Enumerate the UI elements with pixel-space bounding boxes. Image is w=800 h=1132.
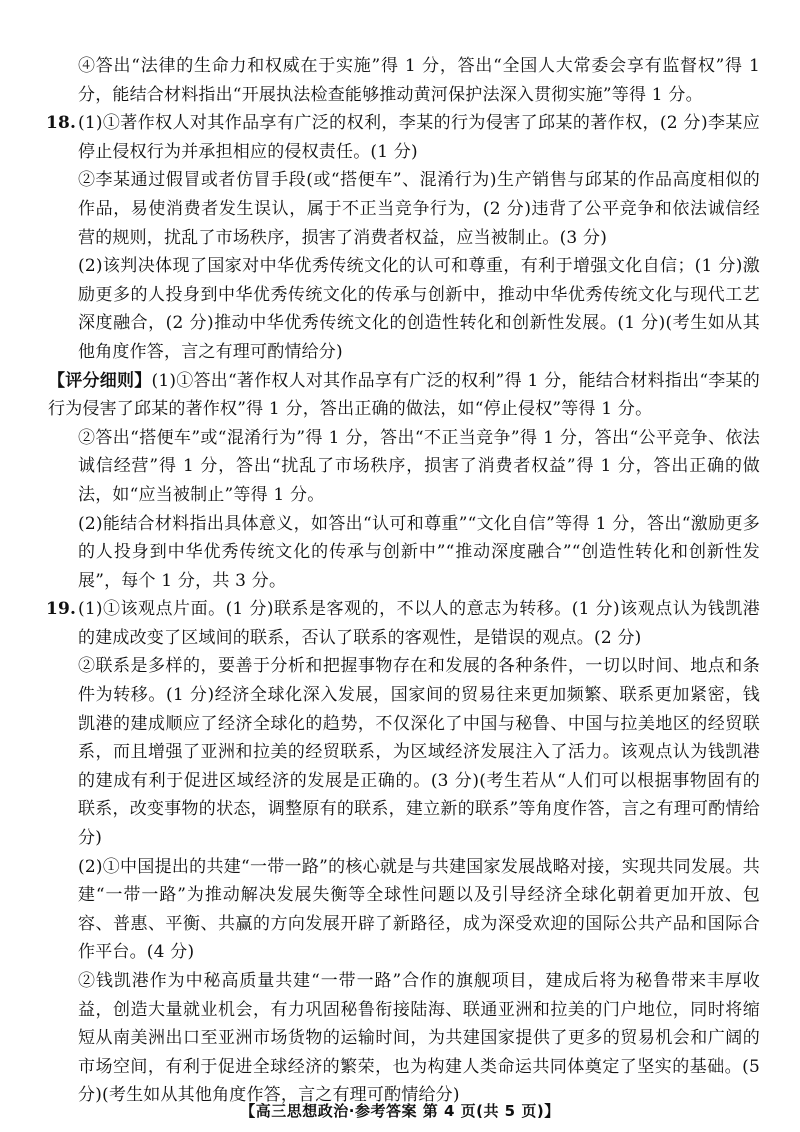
answer-content [48, 52, 760, 1110]
question-number-18: 18. [46, 113, 77, 134]
question-number-19: 19. [46, 599, 77, 620]
page-footer: 【高三思想政治·参考答案 第 4 页(共 5 页)】 [240, 1102, 560, 1120]
question-19-part2-point2: ②钱凯港作为中秘高质量共建“一带一路”合作的旗舰项目，建成后将为秘鲁带来丰厚收益，创造大量就业机会，有力巩固秘鲁衔接陆海、联通亚洲和拉美的门户地位，同时将缩短从南美洲出口至亚洲市场货物的运输时间，为共建国家提供了更多的贸易机会和广阔的市场空间，有利于促进全球经济的繁荣，也为构建人类命运共同体奠定了坚实的基础。(5 分)(考生如从其他角度作答，言之有理可酌情给分) [78, 971, 760, 1106]
question-19-part1-point1 [48, 595, 760, 652]
answer-text: (1)①该观点片面。(1 分)联系是客观的，不以人的意志为转移。(1 分)该观点认为钱凯港的建成改变了区域间的联系，否认了联系的客观性，是错误的观点。(2 分) [78, 599, 760, 648]
scoring-details-18-part2: (2)能结合材料指出具体意义，如答出“认可和尊重”“文化自信”等得 1 分，答出“激励更多的人投身到中华优秀传统文化的传承与创新中”“推动深度融合”“创造性转化和创新性发展”，每个 1 分，共 3 分。 [78, 513, 760, 591]
question-18-part2: (2)该判决体现了国家对中华优秀传统文化的认可和尊重，有利于增强文化自信；(1 分)激励更多的人投身到中华优秀传统文化的传承与创新中，推动中华优秀传统文化与现代工艺深度融合，(2 分)推动中华优秀传统文化的创造性转化和创新性发展。(1 分)(考生如从其他角度作答，言之有理可酌情给分) [78, 256, 760, 362]
scoring-details-18-point2: ②答出“搭便车”或“混淆行为”得 1 分，答出“不正当竞争”得 1 分，答出“公平竞争、依法诚信经营”得 1 分，答出“扰乱了市场秩序，损害了消费者权益”得 1 分，答出正确的做法，如“应当被制止”等得 1 分。 [78, 427, 760, 505]
scoring-details-text: (1)①答出“著作权人对其作品享有广泛的权利”得 1 分，能结合材料指出“李某的行为侵害了邱某的著作权”得 1 分，答出正确的做法，如“停止侵权”等得 1 分。 [48, 370, 761, 420]
answer-text: (1)①著作权人对其作品享有广泛的权利，李某的行为侵害了邱某的著作权，(2 分)李某应停止侵权行为并承担相应的侵权责任。(1 分) [78, 113, 760, 162]
scoring-details-18 [48, 367, 760, 424]
scoring-details-label: 【评分细则】 [48, 370, 152, 391]
question-18-part1-point2: ②李某通过假冒或者仿冒手段(或“搭便车”、混淆行为)生产销售与邱某的作品高度相似的作品，易使消费者发生误认，属于不正当竞争行为，(2 分)违背了公平竞争和依法诚信经营的规则，扰乱了市场秩序，损害了消费者权益，应当被制止。(3 分) [78, 170, 760, 248]
scoring-point-4: ④答出“法律的生命力和权威在于实施”得 1 分，答出“全国人大常委会享有监督权”得 1 分，能结合材料指出“开展执法检查能够推动黄河保护法深入贯彻实施”等得 1 分。 [78, 56, 760, 105]
question-19-part2-point1: (2)①中国提出的共建“一带一路”的核心就是与共建国家发展战略对接，实现共同发展。共建“一带一路”为推动解决发展失衡等全球性问题以及引导经济全球化朝着更加开放、包容、普惠、平衡、共赢的方向发展开辟了新路径，成为深受欢迎的国际公共产品和国际合作平台。(4 分) [78, 856, 760, 963]
question-19-part1-point2: ②联系是多样的，要善于分析和把握事物存在和发展的各种条件，一切以时间、地点和条件为转移。(1 分)经济全球化深入发展，国家间的贸易往来更加频繁、联系更加紧密，钱凯港的建成顺应了经济全球化的趋势，不仅深化了中国与秘鲁、中国与拉美地区的经贸联系，而且增强了亚洲和拉美的经贸联系，为区域经济发展注入了活力。该观点认为钱凯港的建成有利于促进区域经济的发展是正确的。(3 分)(考生若从“人们可以根据事物固有的联系，改变事物的状态，调整原有的联系，建立新的联系”等角度作答，言之有理可酌情给分) [78, 656, 760, 849]
question-18-part1-point1 [48, 109, 760, 166]
